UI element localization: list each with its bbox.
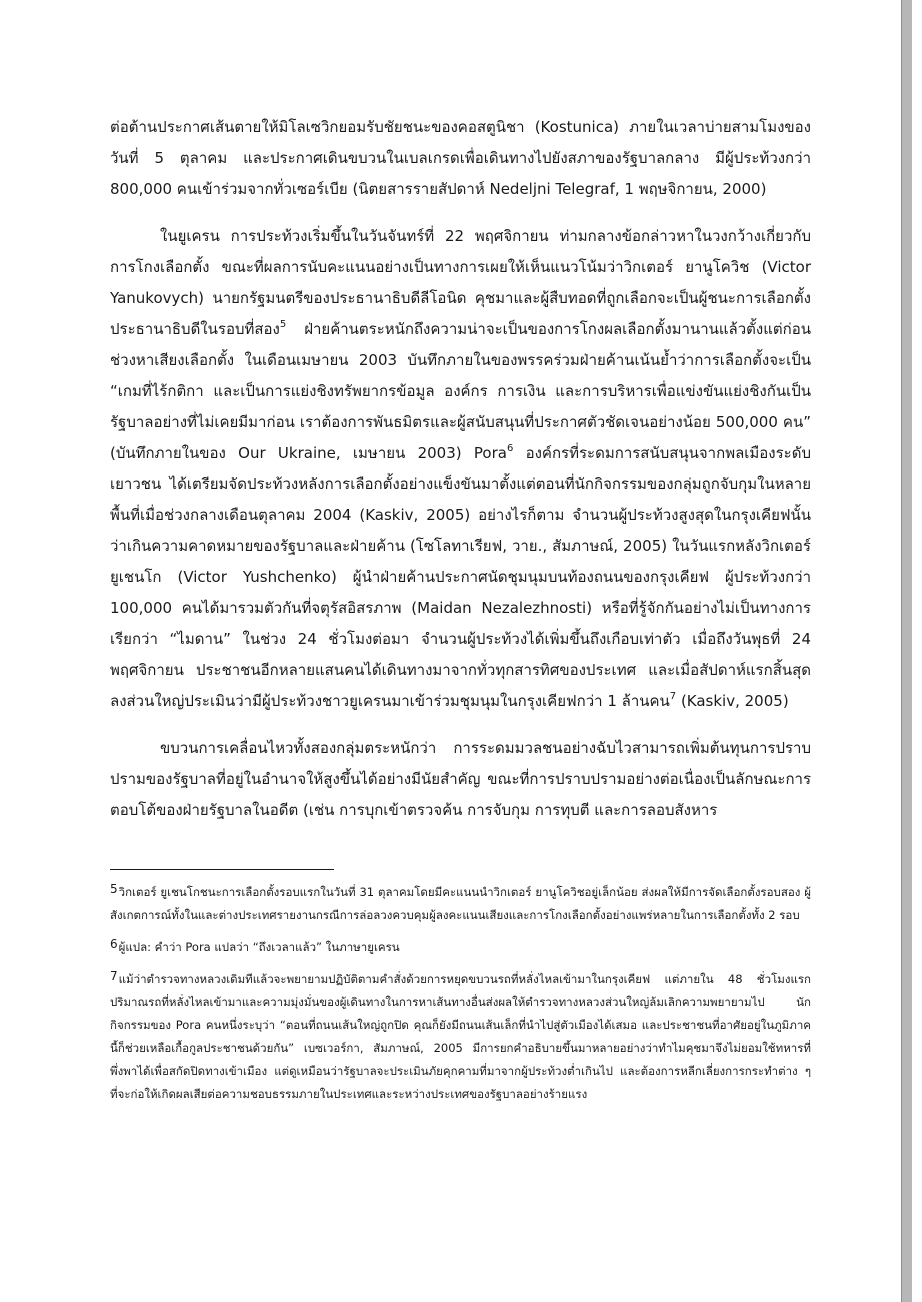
main-text bbox=[110, 112, 811, 842]
paragraph-text: ขบวนการเคลื่อนไหวทั้งสองกลุ่มตระหนักว่า การระดมมวลชนอย่างฉับไวสามารถเพิ่มต้นทุนการปราบปรามของรัฐบาลที่อยู่ในอำนาจให้สูงขึ้นได้อย่างมีนัยสำคัญ ขณะที่การปราบปรามอย่างต่อเนื่องเป็นลักษณะการตอบโต้ของฝ่ายรัฐบาลในอดีต (เช่น การบุกเข้าตรวจค้น การจับกุม การทุบตี และการลอบสังหาร bbox=[110, 739, 811, 819]
footnote-ref: 7 bbox=[669, 691, 677, 702]
paragraph-text: องค์กรที่ระดมการสนับสนุนจากพลเมืองระดับเยาวชน ได้เตรียมจัดประท้วงหลังการเลือกตั้งอย่างแข็งขันมาตั้งแต่ตอนที่นักกิจกรรมของกลุ่มถูกจับกุมในหลายพื้นที่เมื่อช่วงกลางเดือนตุลาคม 2004 (Kaskiv, 2005) อย่างไรก็ตาม จำนวนผู้ประท้วงสูงสุดในกรุงเคียฟนั้นว่าเกินความคาดหมายของรัฐบาลและฝ่ายค้าน (โซโลทาเรียฟ, วาย., สัมภาษณ์, 2005) ในวันแรกหลังวิกเตอร์ ยูเชนโก (Victor Yushchenko) ผู้นำฝ่ายค้านประกาศนัดชุมนุมบนท้องถนนของกรุงเคียฟ ผู้ประท้วงกว่า 100,000 คนได้มารวมตัวกันที่จตุรัสอิสรภาพ (Maidan Nezalezhnosti) หรือที่รู้จักกันอย่างไม่เป็นทางการเรียกว่า “ไมดาน” ในช่วง 24 ชั่วโมงต่อมา จำนวนผู้ประท้วงได้เพิ่มขึ้นถึงเกือบเท่าตัว เมื่อถึงวันพุธที่ 24 พฤศจิกายน ประชาชนอีกหลายแสนคนได้เดินทางมาจากทั่วทุกสารทิศของประเทศ และเมื่อสัปดาห์แรกสิ้นสุดลงส่วนใหญ่ประเมินว่ามีผู้ประท้วงชาวยูเครนมาเข้าร่วมชุมนุมในกรุงเคียฟกว่า 1 ล้านคน bbox=[110, 444, 811, 710]
footnote-ref: 6 bbox=[506, 443, 514, 454]
paragraph bbox=[110, 221, 811, 717]
paragraph bbox=[110, 112, 811, 205]
footnote-text: วิกเตอร์ ยูเชนโกชนะการเลือกตั้งรอบแรกในวันที่ 31 ตุลาคมโดยมีคะแนนนำวิกเตอร์ ยานูโควิชอยู่เล็กน้อย ส่งผลให้มีการจัดเลือกตั้งรอบสอง ผู้สังเกตการณ์ทั้งในและต่างประเทศรายงานกรณีการล่อลวงควบคุมผู้ลงคะแนนเสียงและการโกงเลือกตั้งอย่างแพร่หลายในการเลือกตั้งทั้ง 2 รอบ bbox=[110, 885, 811, 922]
footnote-separator bbox=[110, 869, 334, 870]
paragraph-text: ในยูเครน การประท้วงเริ่มขึ้นในวันจันทร์ที่ 22 พฤศจิกายน ท่ามกลางข้อกล่าวหาในวงกว้างเกี่ยวกับการโกงเลือกตั้ง ขณะที่ผลการนับคะแนนอย่างเป็นทางการเผยให้เห็นแนวโน้มว่าวิกเตอร์ ยานูโควิช (Victor Yanukovych) นายกรัฐมนตรีของประธานาธิบดีลีโอนิด คุชมาและผู้สืบทอดที่ถูกเลือกจะเป็นผู้ชนะการเลือกตั้งประธานาธิบดีในรอบที่สอง bbox=[110, 227, 811, 338]
paragraph bbox=[110, 733, 811, 826]
footnote bbox=[110, 965, 811, 1106]
paragraph-text: ต่อต้านประกาศเส้นตายให้มิโลเซวิกยอมรับชัยชนะของคอสตูนิชา (Kostunica) ภายในเวลาบ่ายสามโมงของวันที่ 5 ตุลาคม และประกาศเดินขบวนในเบลเกรดเพื่อเดินทางไปยังสภาของรัฐบาลกลาง มีผู้ประท้วงกว่า 800,000 คนเข้าร่วมจากทั่วเซอร์เบีย (นิตยสารรายสัปดาห์ Nedeljni Telegraf, 1 พฤษจิกายน, 2000) bbox=[110, 118, 811, 198]
footnote bbox=[110, 878, 811, 927]
page-edge bbox=[901, 0, 912, 1302]
footnote bbox=[110, 933, 811, 959]
paragraph-text: ฝ่ายค้านตระหนักถึงความน่าจะเป็นของการโกงผลเลือกตั้งมานานแล้วตั้งแต่ก่อนช่วงหาเสียงเลือกตั้ง ในเดือนเมษายน 2003 บันทึกภายในของพรรคร่วมฝ่ายค้านเน้นย้ำว่าการเลือกตั้งจะเป็น “เกมที่ไร้กติกา และเป็นการแย่งชิงทรัพยากรข้อมูล องค์กร การเงิน และการบริหารเพื่อแข่งขันแย่งชิงกันเป็นรัฐบาลอย่างที่ไม่เคยมีมาก่อน เราต้องการพันธมิตรและผู้สนับสนุนที่ประกาศตัวชัดเจนอย่างน้อย 500,000 คน” (บันทึกภายในของ Our Ukraine, เมษายน 2003) Pora bbox=[110, 320, 811, 462]
footnote-text: ผู้แปล: คำว่า Pora แปลว่า “ถึงเวลาแล้ว” ในภาษายูเครน bbox=[118, 940, 400, 954]
footnote-text: แม้ว่าตำรวจทางหลวงเดิมทีแล้วจะพยายามปฏิบัติตามคำสั่งด้วยการหยุดขบวนรถที่หลั่งไหลเข้ามาในกรุงเคียฟ แต่ภายใน 48 ชั่วโมงแรกปริมาณรถที่หลั่งไหลเข้ามาและความมุ่งมั่นของผู้เดินทางในการหาเส้นทางอื่นส่งผลให้ตำรวจทางหลวงส่วนใหญ่ล้มเลิกความพยายามไป นักกิจกรรมของ Pora คนหนึ่งระบุว่า “ตอนที่ถนนเส้นใหญ่ถูกปิด คุณก็ยังมีถนนเส้นเล็กที่นำไปสู่ตัวเมืองได้เสมอ และประชาชนที่อาศัยอยู่ในภูมิภาคนี้ก็ช่วยเหลือเกื้อกูลประชาชนด้วยกัน” เบซเวอร์กา, สัมภาษณ์, 2005 มีการยกคำอธิบายขึ้นมาหลายอย่างว่าทำไมคุชมาจึงไม่ยอมใช้ทหารที่พึ่งพาได้เพื่อสกัดปิดทางเข้าเมือง แต่ดูเหมือนว่ารัฐบาลจะประเมินภัยคุกคามที่มาจากผู้ประท้วงต่ำเกินไป และต้องการหลีกเลี่ยงการกระทำต่าง ๆ ที่จะก่อให้เกิดผลเสียต่อความชอบธรรมภายในประเทศและระหว่างประเทศของรัฐบาลอย่างร้ายแรง bbox=[110, 972, 811, 1101]
footnotes bbox=[110, 878, 811, 1112]
footnote-number: 5 bbox=[110, 882, 118, 896]
footnote-number: 6 bbox=[110, 937, 118, 951]
footnote-number: 7 bbox=[110, 969, 118, 983]
footnote-ref: 5 bbox=[279, 319, 287, 330]
paragraph-text: (Kaskiv, 2005) bbox=[676, 692, 789, 710]
